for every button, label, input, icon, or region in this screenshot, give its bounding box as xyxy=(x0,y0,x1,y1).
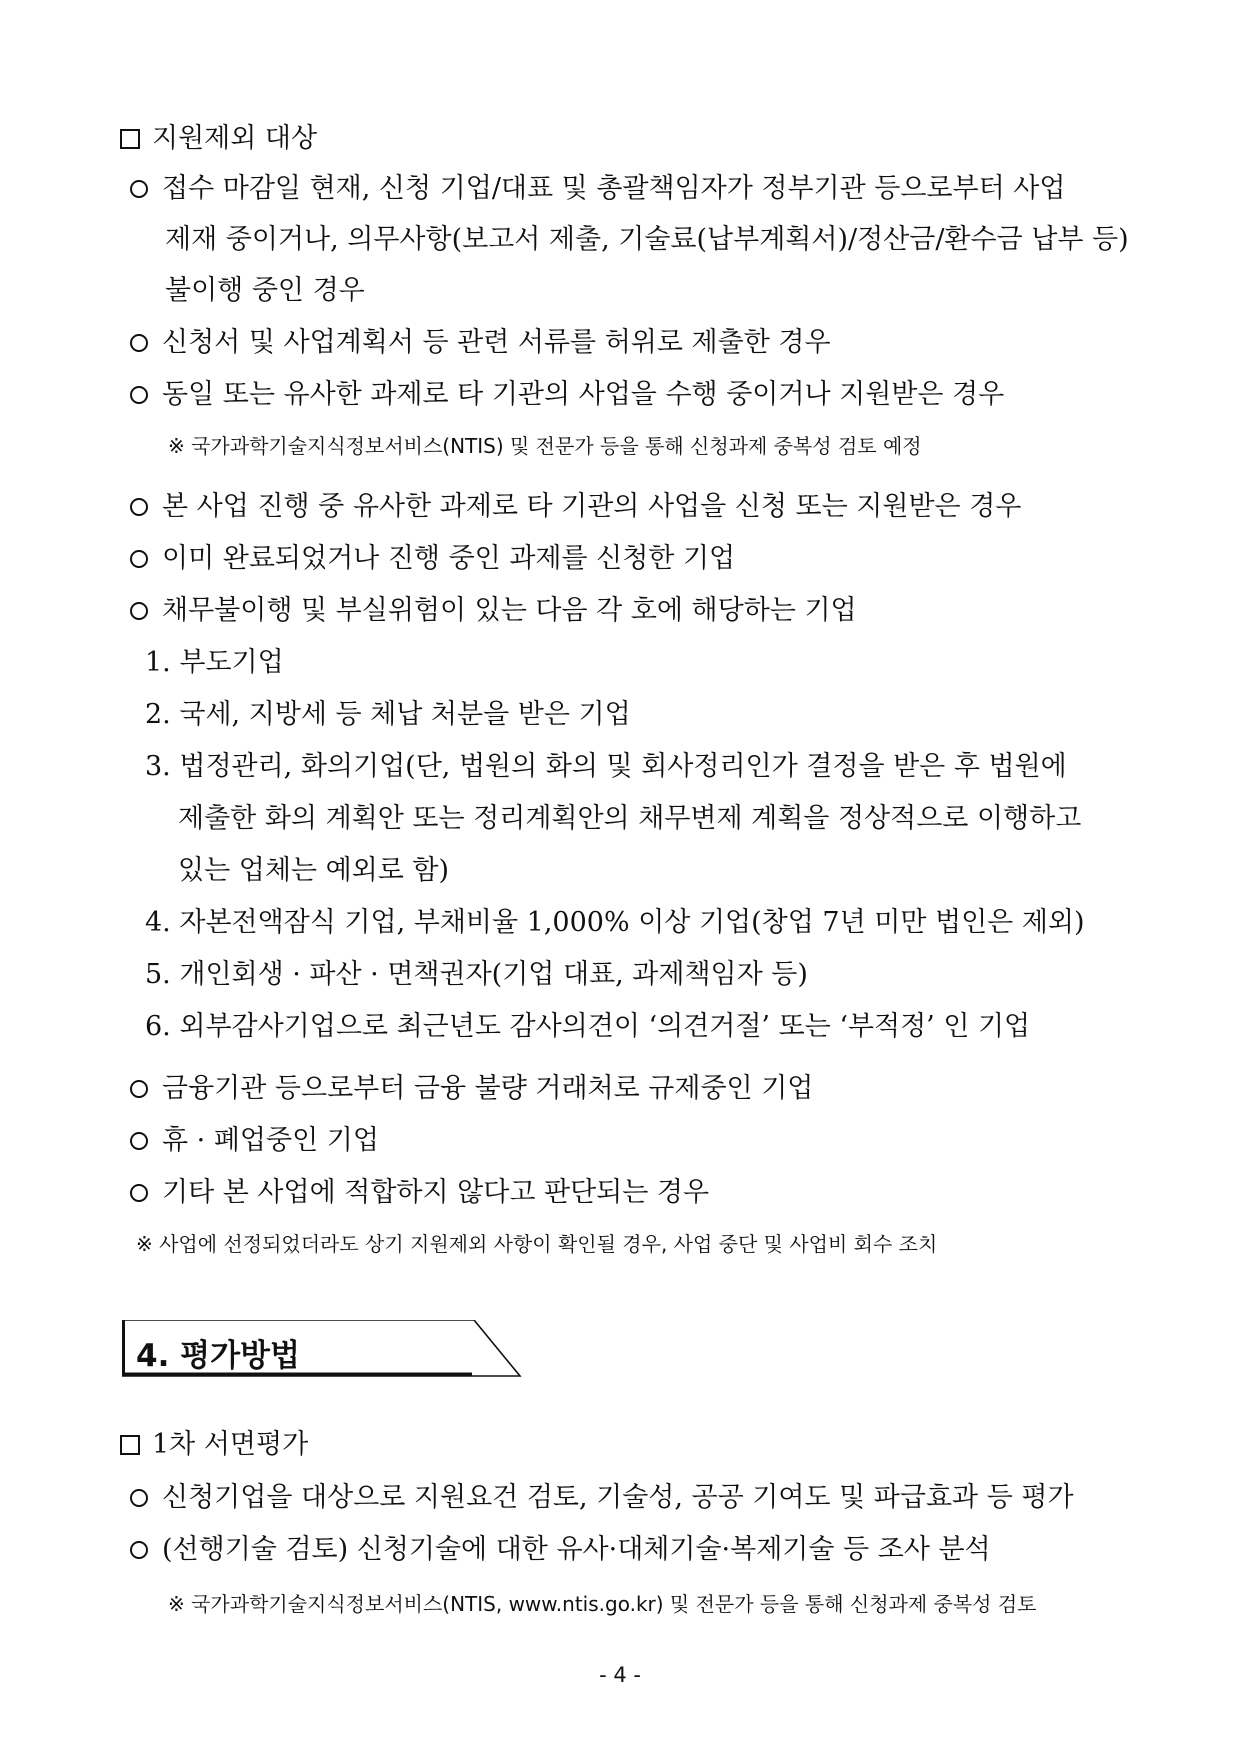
circle-bullet-icon xyxy=(130,550,148,568)
numbered-item: 1. 부도기업 xyxy=(145,647,284,678)
numbered-item-continuation: 제출한 화의 계획안 또는 정리계획안의 채무변제 계획을 정상적으로 이행하고 xyxy=(178,803,1082,834)
numbered-item: 6. 외부감사기업으로 최근년도 감사의견이 ‘의견거절’ 또는 ‘부적정’ 인 기업 xyxy=(145,1011,1031,1042)
square-bullet-icon xyxy=(120,129,140,149)
circle-bullet-icon xyxy=(130,180,148,198)
evaluation-heading: 1차 서면평가 xyxy=(120,1422,308,1461)
numbered-item-continuation: 있는 업체는 예외로 함) xyxy=(178,855,450,886)
evaluation-item: 신청기업을 대상으로 지원요건 검토, 기술성, 공공 기여도 및 파급효과 등 평가 xyxy=(130,1475,1074,1514)
exclusion-heading: 지원제외 대상 xyxy=(120,116,317,155)
evaluation-note: ※ 국가과학기술지식정보서비스(NTIS, www.ntis.go.kr) 및 전문가 등을 통해 신청과제 중복성 검토 xyxy=(168,1592,1037,1616)
circle-bullet-icon xyxy=(130,1489,148,1507)
exclusion-item: 본 사업 진행 중 유사한 과제로 타 기관의 사업을 신청 또는 지원받은 경우 xyxy=(130,484,1021,523)
exclusion-item: 채무불이행 및 부실위험이 있는 다음 각 호에 해당하는 기업 xyxy=(130,588,857,627)
exclusion-item: 동일 또는 유사한 과제로 타 기관의 사업을 수행 중이거나 지원받은 경우 xyxy=(130,372,1004,411)
circle-bullet-icon xyxy=(130,386,148,404)
circle-bullet-icon xyxy=(130,498,148,516)
numbered-item: 2. 국세, 지방세 등 체납 처분을 받은 기업 xyxy=(145,699,631,730)
square-bullet-icon xyxy=(120,1435,140,1455)
exclusion-item-continuation: 제재 중이거나, 의무사항(보고서 제출, 기술료(납부계획서)/정산금/환수금 납부 등) xyxy=(165,224,1129,255)
circle-bullet-icon xyxy=(130,602,148,620)
circle-bullet-icon xyxy=(130,1541,148,1559)
exclusion-item: 휴 · 폐업중인 기업 xyxy=(130,1118,379,1157)
final-note: ※ 사업에 선정되었더라도 상기 지원제외 사항이 확인될 경우, 사업 중단 및 사업비 회수 조치 xyxy=(136,1232,938,1256)
section-title: 4. 평가방법 xyxy=(136,1338,300,1374)
numbered-item: 4. 자본전액잠식 기업, 부채비율 1,000% 이상 기업(창업 7년 미만 법인은 제외) xyxy=(145,907,1085,938)
numbered-item: 3. 법정관리, 화의기업(단, 법원의 화의 및 회사정리인가 결정을 받은 후 법원에 xyxy=(145,751,1067,782)
circle-bullet-icon xyxy=(130,1184,148,1202)
numbered-item: 5. 개인회생 · 파산 · 면책권자(기업 대표, 과제책임자 등) xyxy=(145,959,808,990)
exclusion-item: 신청서 및 사업계획서 등 관련 서류를 허위로 제출한 경우 xyxy=(130,320,831,359)
ntis-note: ※ 국가과학기술지식정보서비스(NTIS) 및 전문가 등을 통해 신청과제 중복성 검토 예정 xyxy=(168,434,922,458)
exclusion-item: 이미 완료되었거나 진행 중인 과제를 신청한 기업 xyxy=(130,536,735,575)
exclusion-item: 기타 본 사업에 적합하지 않다고 판단되는 경우 xyxy=(130,1170,709,1209)
exclusion-item: 금융기관 등으로부터 금융 불량 거래처로 규제중인 기업 xyxy=(130,1066,813,1105)
exclusion-item: 접수 마감일 현재, 신청 기업/대표 및 총괄책임자가 정부기관 등으로부터 사업 xyxy=(130,166,1065,205)
exclusion-item-continuation: 불이행 중인 경우 xyxy=(165,275,365,306)
evaluation-item: (선행기술 검토) 신청기술에 대한 유사·대체기술·복제기술 등 조사 분석 xyxy=(130,1527,991,1566)
circle-bullet-icon xyxy=(130,1132,148,1150)
circle-bullet-icon xyxy=(130,334,148,352)
circle-bullet-icon xyxy=(130,1080,148,1098)
page-number: - 4 - xyxy=(599,1663,641,1687)
